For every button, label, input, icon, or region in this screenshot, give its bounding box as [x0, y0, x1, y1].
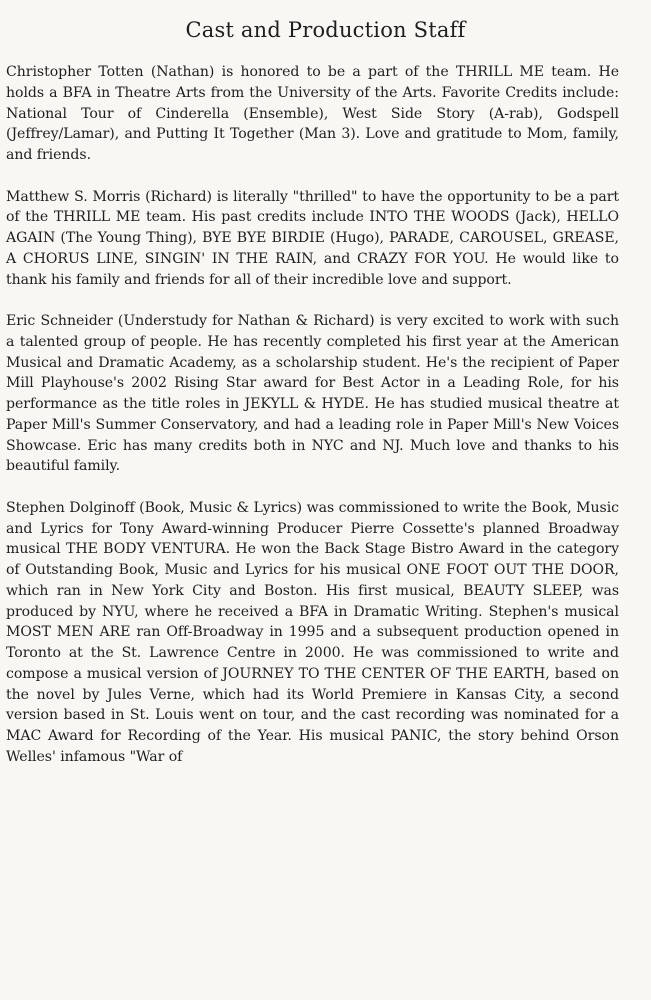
bio-eric-schneider: Eric Schneider (Understudy for Nathan & Richard) is very excited to work with such a talented group of people. He has recently completed his first year at the American Musical and Dramatic Academy, as a scholarship student. He's the recipient of Paper Mill Playhouse's 2002 Rising Star award for Best Actor in a Leading Role, for his performance as the title roles in JEKYLL & HYDE. He has studied musical theatre at Paper Mill's Summer Conservatory, and had a leading role in Paper Mill's New Voices Showcase. Eric has many credits both in NYC and NJ. Much love and thanks to his beautiful family.: [6, 313, 619, 475]
bio-christopher-totten: Christopher Totten (Nathan) is honored to be a part of the THRILL ME team. He holds a BFA in Theatre Arts from the University of the Arts. Favorite Credits include: National Tour of Cinderella (Ensemble), West Side Story (A-rab), Godspell (Jeffrey/Lamar), and Putting It Together (Man 3). Love and gratitude to Mom, family, and friends.: [6, 64, 619, 163]
page-title: Cast and Production Staff: [185, 18, 466, 42]
bio-stephen-dolginoff: Stephen Dolginoff (Book, Music & Lyrics) was commissioned to write the Book, Music and Lyrics for Tony Award-winning Producer Pierre Cossette's planned Broadway musical THE BODY VENTURA. He won the Back Stage Bistro Award in the category of Outstanding Book, Music and Lyrics for his musical ONE FOOT OUT THE DOOR, which ran in New York City and Boston. His first musical, BEAUTY SLEEP, was produced by NYU, where he received a BFA in Dramatic Writing. Stephen's musical MOST MEN ARE ran Off-Broadway in 1995 and a subsequent production opened in Toronto at the St. Lawrence Centre in 2000. He was commissioned to write and compose a musical version of JOURNEY TO THE CENTER OF THE EARTH, based on the novel by Jules Verne, which had its World Premiere in Kansas City, a second version based in St. Louis went on tour, and the cast recording was nominated for a MAC Award for Recording of the Year. His musical PANIC, the story behind Orson Welles' infamous "War of: [6, 499, 619, 765]
bio-matthew-morris: Matthew S. Morris (Richard) is literally "thrilled" to have the opportunity to be a part of the THRILL ME team. His past credits include INTO THE WOODS (Jack), HELLO AGAIN (The Young Thing), BYE BYE BIRDIE (Hugo), PARADE, CAROUSEL, GREASE, A CHORUS LINE, SINGIN' IN THE RAIN, and CRAZY FOR YOU. He would like to thank his family and friends for all of their incredible love and support.: [6, 188, 619, 288]
